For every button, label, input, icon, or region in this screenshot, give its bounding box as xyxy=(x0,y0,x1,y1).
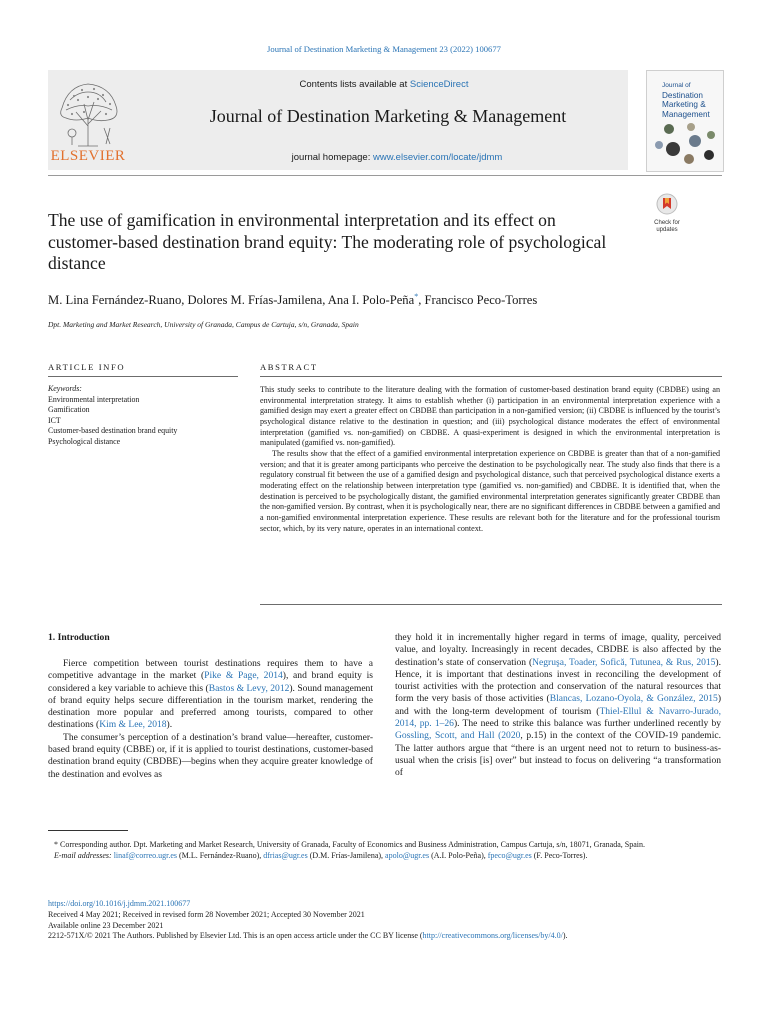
license-link[interactable]: http://creativecommons.org/licenses/by/4.0/ xyxy=(422,931,563,941)
body-column-right xyxy=(395,632,721,780)
email-owner: (M.L. Fernández-Ruano), xyxy=(177,850,264,860)
publication-info xyxy=(48,899,722,942)
article-info-label: ARTICLE INFO xyxy=(48,362,126,372)
journal-name: Journal of Destination Marketing & Management xyxy=(209,106,567,126)
keywords-block xyxy=(48,384,238,448)
body-column-left xyxy=(48,658,373,781)
article-info-rule xyxy=(48,376,238,377)
email-owner: (A.I. Polo-Peña), xyxy=(429,850,488,860)
cover-title-line: Marketing & xyxy=(662,100,706,109)
homepage-link[interactable]: www.elsevier.com/locate/jdmm xyxy=(372,152,503,163)
homepage-prefix: journal homepage: xyxy=(291,152,373,163)
badge-line: updates xyxy=(656,226,678,233)
body-text: they hold it in incrementally higher regard in terms of image, quality, perceived value, and loyalty. Increasingly in recent decades, CBDBE is also affected by the destination’s state of conservation ( xyxy=(395,632,721,668)
journal-cover-thumbnail[interactable] xyxy=(646,70,724,172)
section-heading-introduction: 1. Introduction xyxy=(48,632,110,643)
body-text: ). xyxy=(166,719,173,731)
citation-link[interactable]: Thiel-Ellul & Navarro-Jurado, 2014, pp. 1–26 xyxy=(395,705,721,730)
elsevier-logo[interactable] xyxy=(48,78,128,166)
author-list xyxy=(48,292,722,308)
check-for-updates-badge[interactable] xyxy=(648,193,686,233)
cover-title-line: Management xyxy=(662,109,710,119)
footnote-rule xyxy=(48,830,128,831)
affiliation: Dpt. Marketing and Market Research, University of Granada, Campus de Cartuja, s/n, Granada, Spain xyxy=(48,320,359,329)
corresponding-author-note: * Corresponding author. Dpt. Marketing and Market Research, University of Granada, Faculty of Economics and Business Administration, Campus Cartuja, s/n, 18071, Granada, Spain. xyxy=(54,840,645,849)
abstract-paragraph: The results show that the effect of a gamified environmental interpretation experience on CBDBE is greater than that of a non-gamified version; and that it is greater among participants who perceive the destination to be psychologically near. The study also finds that there is a regulatory construal fit between the use of a gamified design and psychological distance, such that perceived psychological distance exerts a moderating effect on the relationship between interpretation type (gamified vs. non-gamified) and CBDBE. It is identified that, when the destination is perceived to be psychologically distant, the gamified environmental interpretation generates significantly greater CBDBE than the non-gamified version. By contrast, when it is psychologically near, there are no significant differences in CBDBE between a gamified and a non-gamified environmental interpretation experience. These results are relevant both for the literature and for the professional tourism sector, which, by its very nature, operates in an international context. xyxy=(260,448,720,533)
body-paragraph xyxy=(48,658,373,732)
cover-title-line: Destination xyxy=(662,90,703,100)
keyword: ICT xyxy=(48,415,61,425)
body-text: ). Hence, it is important that destinations invest in reconciling the development of tourist activities with the protection and conservation of the natural resources that form the very basis of those activities ( xyxy=(395,656,721,705)
email-link[interactable]: fpeco@ugr.es xyxy=(487,850,532,860)
authors-text: M. Lina Fernández-Ruano, Dolores M. Frías-Jamilena, Ana I. Polo-Peña xyxy=(48,293,415,308)
article-title: The use of gamification in environmental interpretation and its effect on customer-based destination brand equity: The moderating role of psychological distance xyxy=(48,210,607,273)
running-head[interactable]: Journal of Destination Marketing & Management 23 (2022) 100677 xyxy=(267,44,501,54)
cover-collage-image xyxy=(651,119,719,167)
email-link[interactable]: linaf@correo.ugr.es xyxy=(113,850,178,860)
citation-link[interactable]: Kim & Lee, 2018 xyxy=(99,719,167,731)
abstract-label: ABSTRACT xyxy=(260,362,318,372)
available-online: Available online 23 December 2021 xyxy=(48,920,164,930)
body-text: ). The need to strike this balance was further underlined recently by xyxy=(453,718,722,730)
homepage-line xyxy=(212,152,582,163)
contents-prefix: Contents lists available at xyxy=(299,79,410,90)
doi-link[interactable]: https://doi.org/10.1016/j.jdmm.2021.100677 xyxy=(48,899,191,908)
sciencedirect-link[interactable]: ScienceDirect xyxy=(409,79,469,90)
email-owner: (D.M. Frías-Jamilena), xyxy=(307,850,386,860)
body-text: Fierce competition between tourist destinations requires them to have a competitive advantage in the market ( xyxy=(48,658,373,682)
abstract-rule xyxy=(260,376,722,377)
check-updates-icon xyxy=(656,193,678,215)
body-text: ). Sound management of brand equity helps secure differentiation in the tourism market, rendering the destination more popular and preferred among tourists, compared to other destinations ( xyxy=(48,682,373,731)
email-link[interactable]: dfrias@ugr.es xyxy=(263,850,308,860)
badge-line: Check for xyxy=(654,220,680,226)
license-text: 2212-571X/© 2021 The Authors. Published by Elsevier Ltd. This is an open access article under the CC BY license ( xyxy=(48,931,423,941)
citation-link[interactable]: Bastos & Levy, 2012 xyxy=(208,682,290,694)
keyword: Gamification xyxy=(48,405,90,415)
citation-link[interactable]: Blancas, Lozano-Oyola, & González, 2015 xyxy=(549,693,718,705)
citation-link[interactable]: Gossling, Scott, and Hall (2020 xyxy=(395,730,521,742)
abstract-text xyxy=(260,385,720,534)
cover-title-line: Journal of xyxy=(662,82,691,89)
body-text: , p.15) in the context of the COVID-19 pandemic. The latter authors argue that “there is an urgent need not to return to business-as-usual when the crisis [is] over” but instead to focus on delivering “a transformation of xyxy=(395,730,721,779)
email-addresses xyxy=(48,851,722,862)
body-text: ) and with the long-term development of tourism ( xyxy=(395,693,721,717)
keywords-label: Keywords: xyxy=(48,384,82,393)
body-text: ), and brand equity is considered a key variable to achieve this ( xyxy=(48,670,373,694)
license-line xyxy=(48,931,722,942)
authors-text: , Francisco Peco-Torres xyxy=(418,293,538,308)
email-link[interactable]: apolo@ugr.es xyxy=(385,850,430,860)
received-dates: Received 4 May 2021; Received in revised form 28 November 2021; Accepted 30 November 2021 xyxy=(48,909,365,919)
footnotes xyxy=(48,840,722,862)
body-paragraph xyxy=(395,632,721,780)
corresponding-author-mark[interactable]: * xyxy=(414,292,419,301)
email-owner: (F. Peco-Torres). xyxy=(531,850,588,860)
abstract-bottom-rule xyxy=(260,604,722,605)
email-label: E-mail addresses: xyxy=(54,850,112,860)
body-paragraph: The consumer’s perception of a destination’s brand value—hereafter, customer-based brand equity (CBBE) or, if it is applied to tourist destinations, customer-based destination brand equity (CBDBE)—begins when they acquire greater knowledge of the destination and evolves as xyxy=(48,731,373,780)
cover-title xyxy=(662,81,722,119)
keyword: Environmental interpretation xyxy=(48,394,140,404)
publisher-logo-text: ELSEVIER xyxy=(50,148,126,164)
abstract-paragraph: This study seeks to contribute to the literature dealing with the formation of customer-based destination brand equity (CBDBE) using an environmental interpretation strategy. It aims to establish whether (i) participation in an environmental interpretation experience with a gamified design may exert a greater effect on CBDBE than participation in a non-gamified version; (ii) CBDBE is influenced by the tourist’s psychological distance relative to the destination in question; and (iii) psychological distance moderates the effect of environmental interpretation (gamified vs. non-gamified) on CBDBE. A quasi-experiment is designed in which the environmental interpretation is manipulated (gamified vs. non-gamified). xyxy=(260,385,720,448)
license-text: ). xyxy=(562,931,568,941)
masthead-rule xyxy=(48,175,722,176)
citation-link[interactable]: Negruşa, Toader, Sofică, Tutunea, & Rus, 2015 xyxy=(532,656,716,668)
citation-link[interactable]: Pike & Page, 2014 xyxy=(204,670,283,682)
keyword: Psychological distance xyxy=(48,436,121,446)
keyword: Customer-based destination brand equity xyxy=(48,426,178,436)
